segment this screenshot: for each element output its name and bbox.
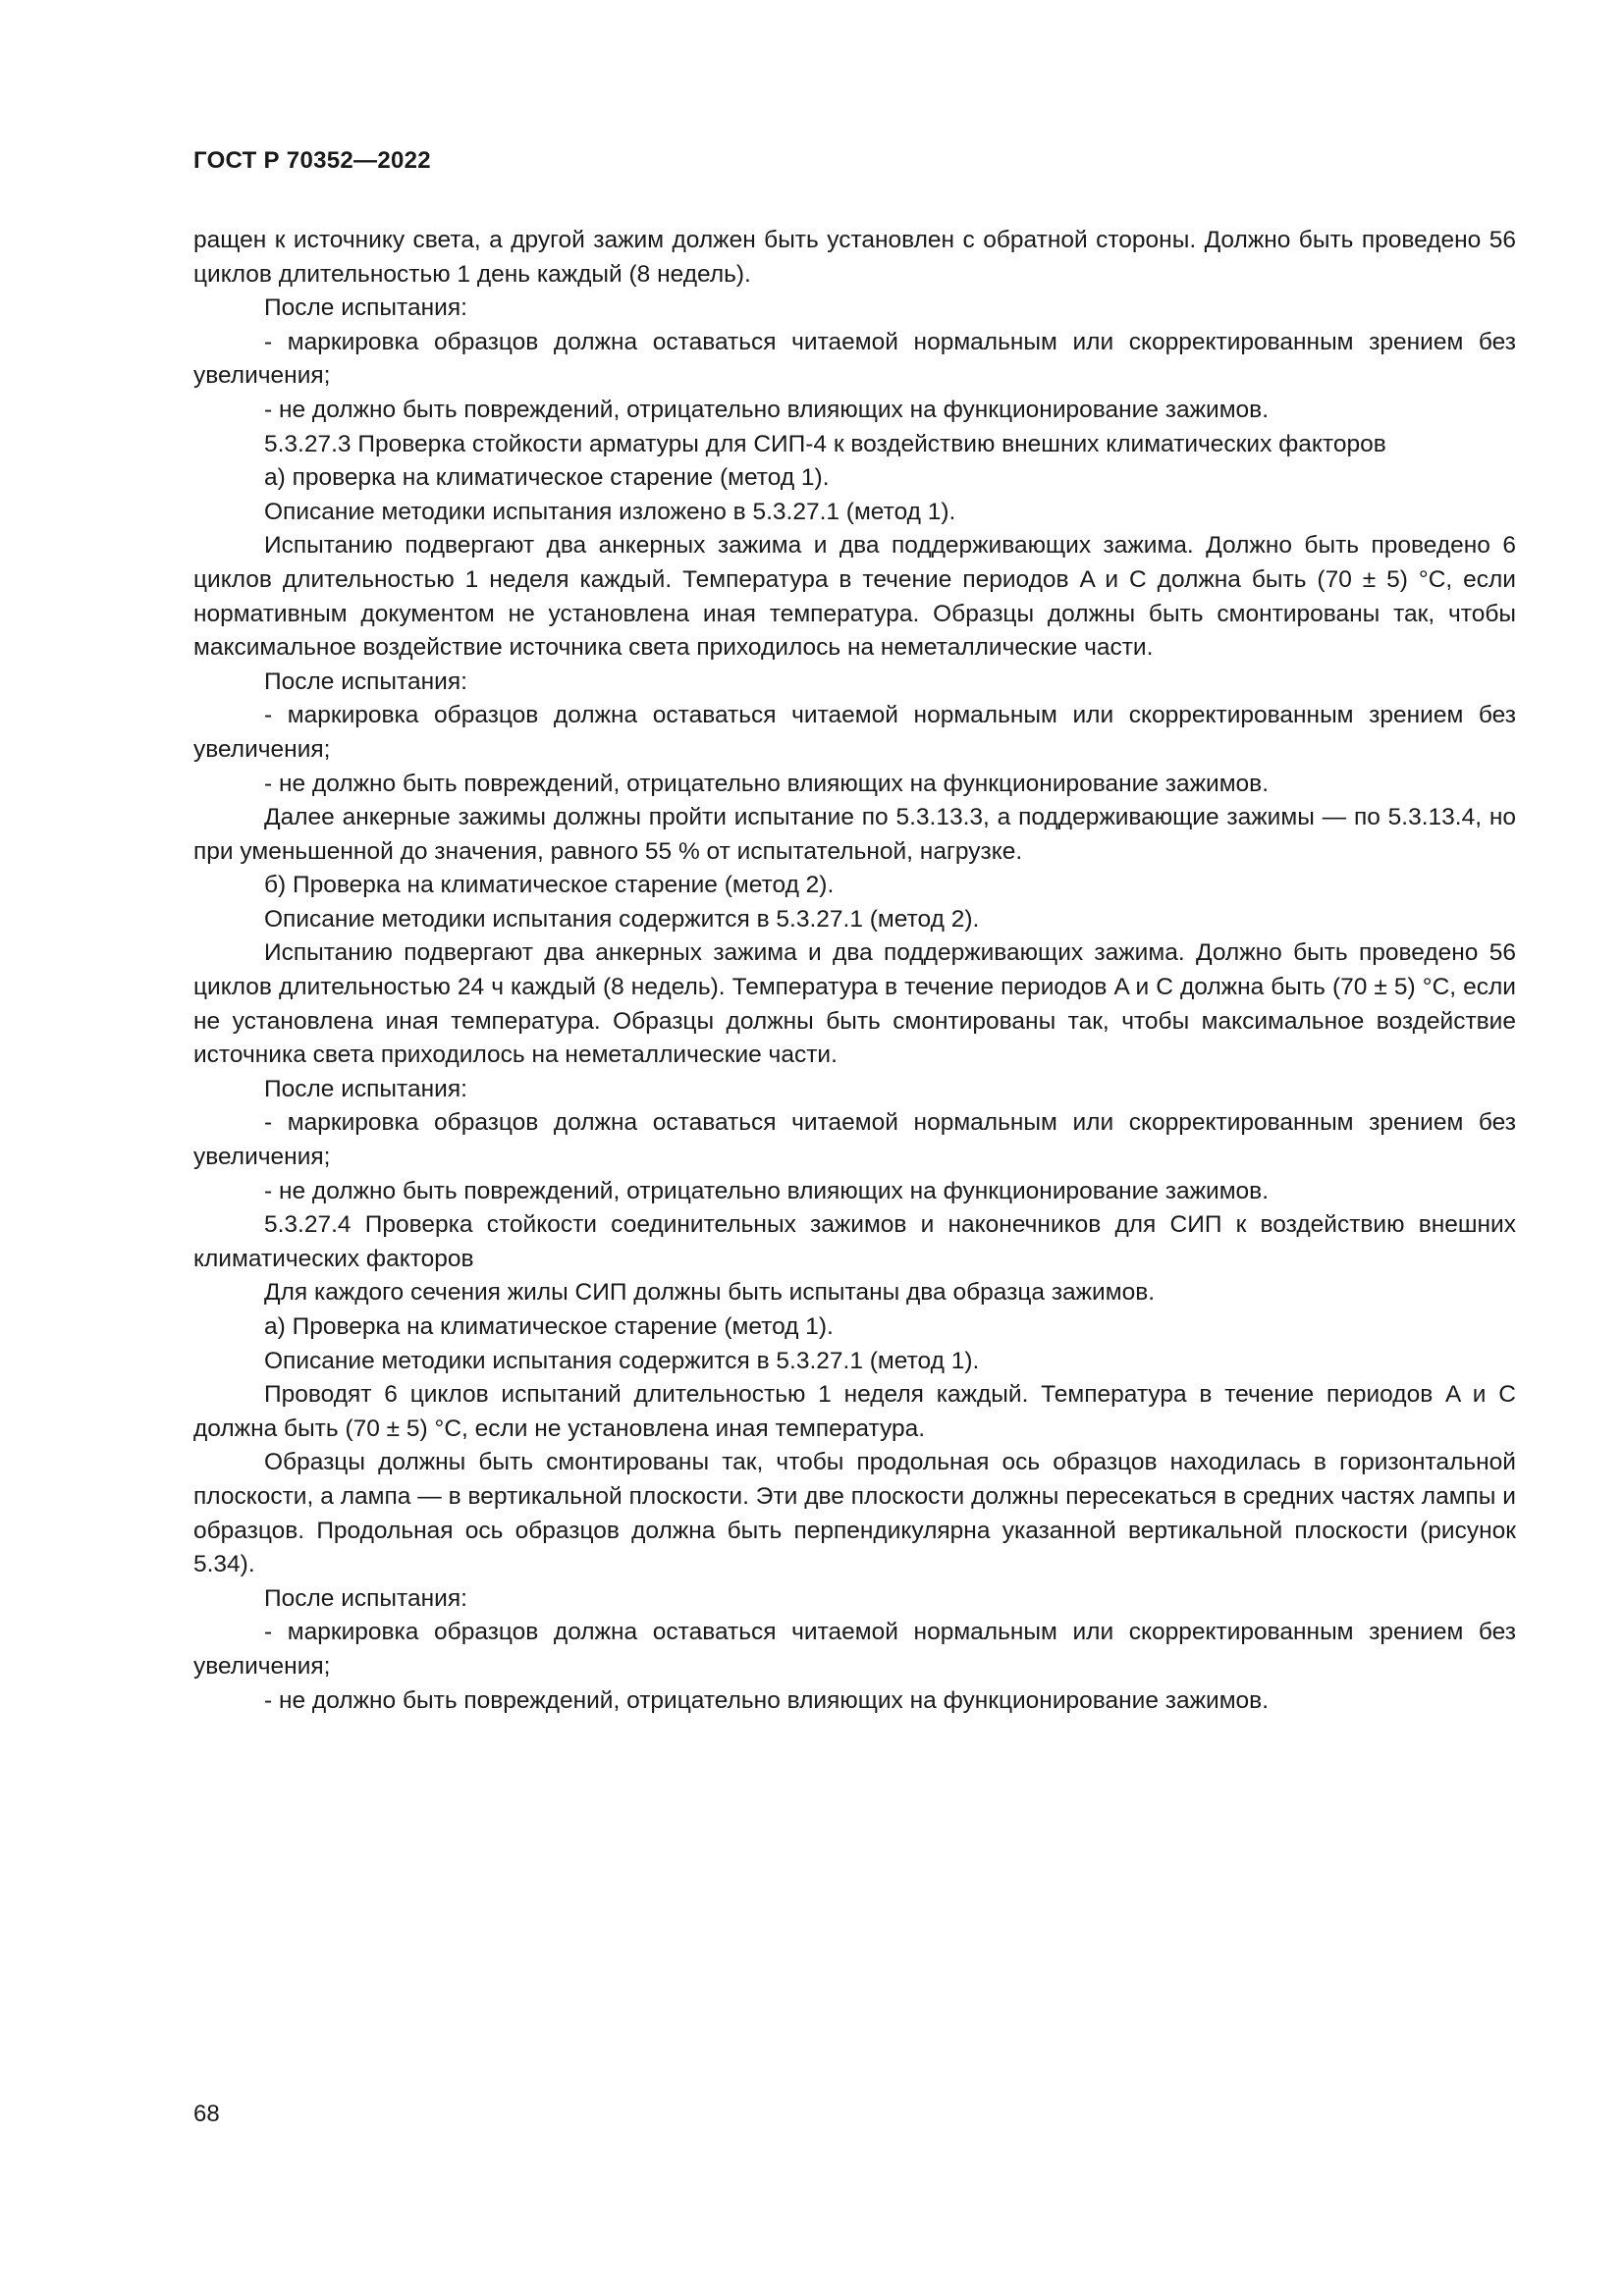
section-heading: 5.3.27.4 Проверка стойкости соединительных зажимов и наконечников для СИП к воздействию внешних климатических факторов: [193, 1211, 1516, 1272]
paragraph: ращен к источнику света, а другой зажим должен быть установлен с обратной стороны. Должно быть проведено 56 циклов длительностью 1 день каждый (8 недель).: [193, 227, 1516, 288]
paragraph: Проводят 6 циклов испытаний длительностью 1 неделя каждый. Температура в течение периодов A и C должна быть (70 ± 5) °C, если не установлена иная температура.: [193, 1381, 1516, 1442]
paragraph: Описание методики испытания изложено в 5.3.27.1 (метод 1).: [264, 498, 956, 525]
paragraph: а) Проверка на климатическое старение (метод 1).: [264, 1313, 834, 1340]
paragraph: Далее анкерные зажимы должны пройти испытание по 5.3.13.3, а поддерживающие зажимы — по 5.3.13.4, но при уменьшенной до значения, равного 55 % от испытательной, нагрузке.: [193, 804, 1516, 865]
paragraph: После испытания:: [264, 667, 467, 695]
paragraph: Для каждого сечения жилы СИП должны быть испытаны два образца зажимов.: [264, 1279, 1156, 1307]
paragraph: Описание методики испытания содержится в 5.3.27.1 (метод 2).: [264, 905, 980, 933]
paragraph: Описание методики испытания содержится в 5.3.27.1 (метод 1).: [264, 1347, 980, 1374]
list-item: - маркировка образцов должна оставаться читаемой нормальным или скорректированным зрением без увеличения;: [193, 328, 1516, 390]
paragraph: а) проверка на климатическое старение (метод 1).: [264, 464, 830, 492]
page-header-standard: ГОСТ Р 70352—2022: [193, 147, 431, 174]
list-item: - маркировка образцов должна оставаться читаемой нормальным или скорректированным зрением без увеличения;: [193, 1619, 1516, 1680]
paragraph: Испытанию подвергают два анкерных зажима и два поддерживающих зажима. Должно быть проведено 56 циклов длительностью 24 ч каждый (8 недель). Температура в течение периодов A и C должна быть (70 ± 5) °C, если не установлена иная температура. Образцы должны быть смонтированы так, чтобы максимальное воздействие источника света приходилось на неметаллические части.: [193, 939, 1516, 1069]
section-heading: 5.3.27.3 Проверка стойкости арматуры для СИП-4 к воздействию внешних климатических факторов: [264, 430, 1386, 457]
list-item: - не должно быть повреждений, отрицательно влияющих на функционирование зажимов.: [264, 770, 1269, 797]
list-item: - не должно быть повреждений, отрицательно влияющих на функционирование зажимов.: [264, 396, 1269, 423]
paragraph: После испытания:: [264, 1584, 467, 1612]
paragraph: Образцы должны быть смонтированы так, чтобы продольная ось образцов находилась в горизонтальной плоскости, а лампа — в вертикальной плоскости. Эти две плоскости должны пересекаться в средних частях лампы и образцов. Продольная ось образцов должна быть перпендикулярна указанной вертикальной плоскости (рисунок 5.34).: [193, 1449, 1516, 1578]
list-item: - маркировка образцов должна оставаться читаемой нормальным или скорректированным зрением без увеличения;: [193, 702, 1516, 763]
paragraph: Испытанию подвергают два анкерных зажима и два поддерживающих зажима. Должно быть проведено 6 циклов длительностью 1 неделя каждый. Температура в течение периодов A и C должна быть (70 ± 5) °C, если нормативным документом не установлена иная температура. Образцы должны быть смонтированы так, чтобы максимальное воздействие источника света приходилось на неметаллические части.: [193, 532, 1516, 662]
paragraph: После испытания:: [264, 1075, 467, 1102]
page-number: 68: [193, 2101, 220, 2127]
list-item: - не должно быть повреждений, отрицательно влияющих на функционирование зажимов.: [264, 1177, 1269, 1204]
paragraph: б) Проверка на климатическое старение (метод 2).: [264, 872, 835, 899]
document-body: [193, 224, 1516, 1718]
list-item: - не должно быть повреждений, отрицательно влияющих на функционирование зажимов.: [264, 1686, 1269, 1714]
list-item: - маркировка образцов должна оставаться читаемой нормальным или скорректированным зрением без увеличения;: [193, 1109, 1516, 1171]
paragraph: После испытания:: [264, 294, 467, 322]
